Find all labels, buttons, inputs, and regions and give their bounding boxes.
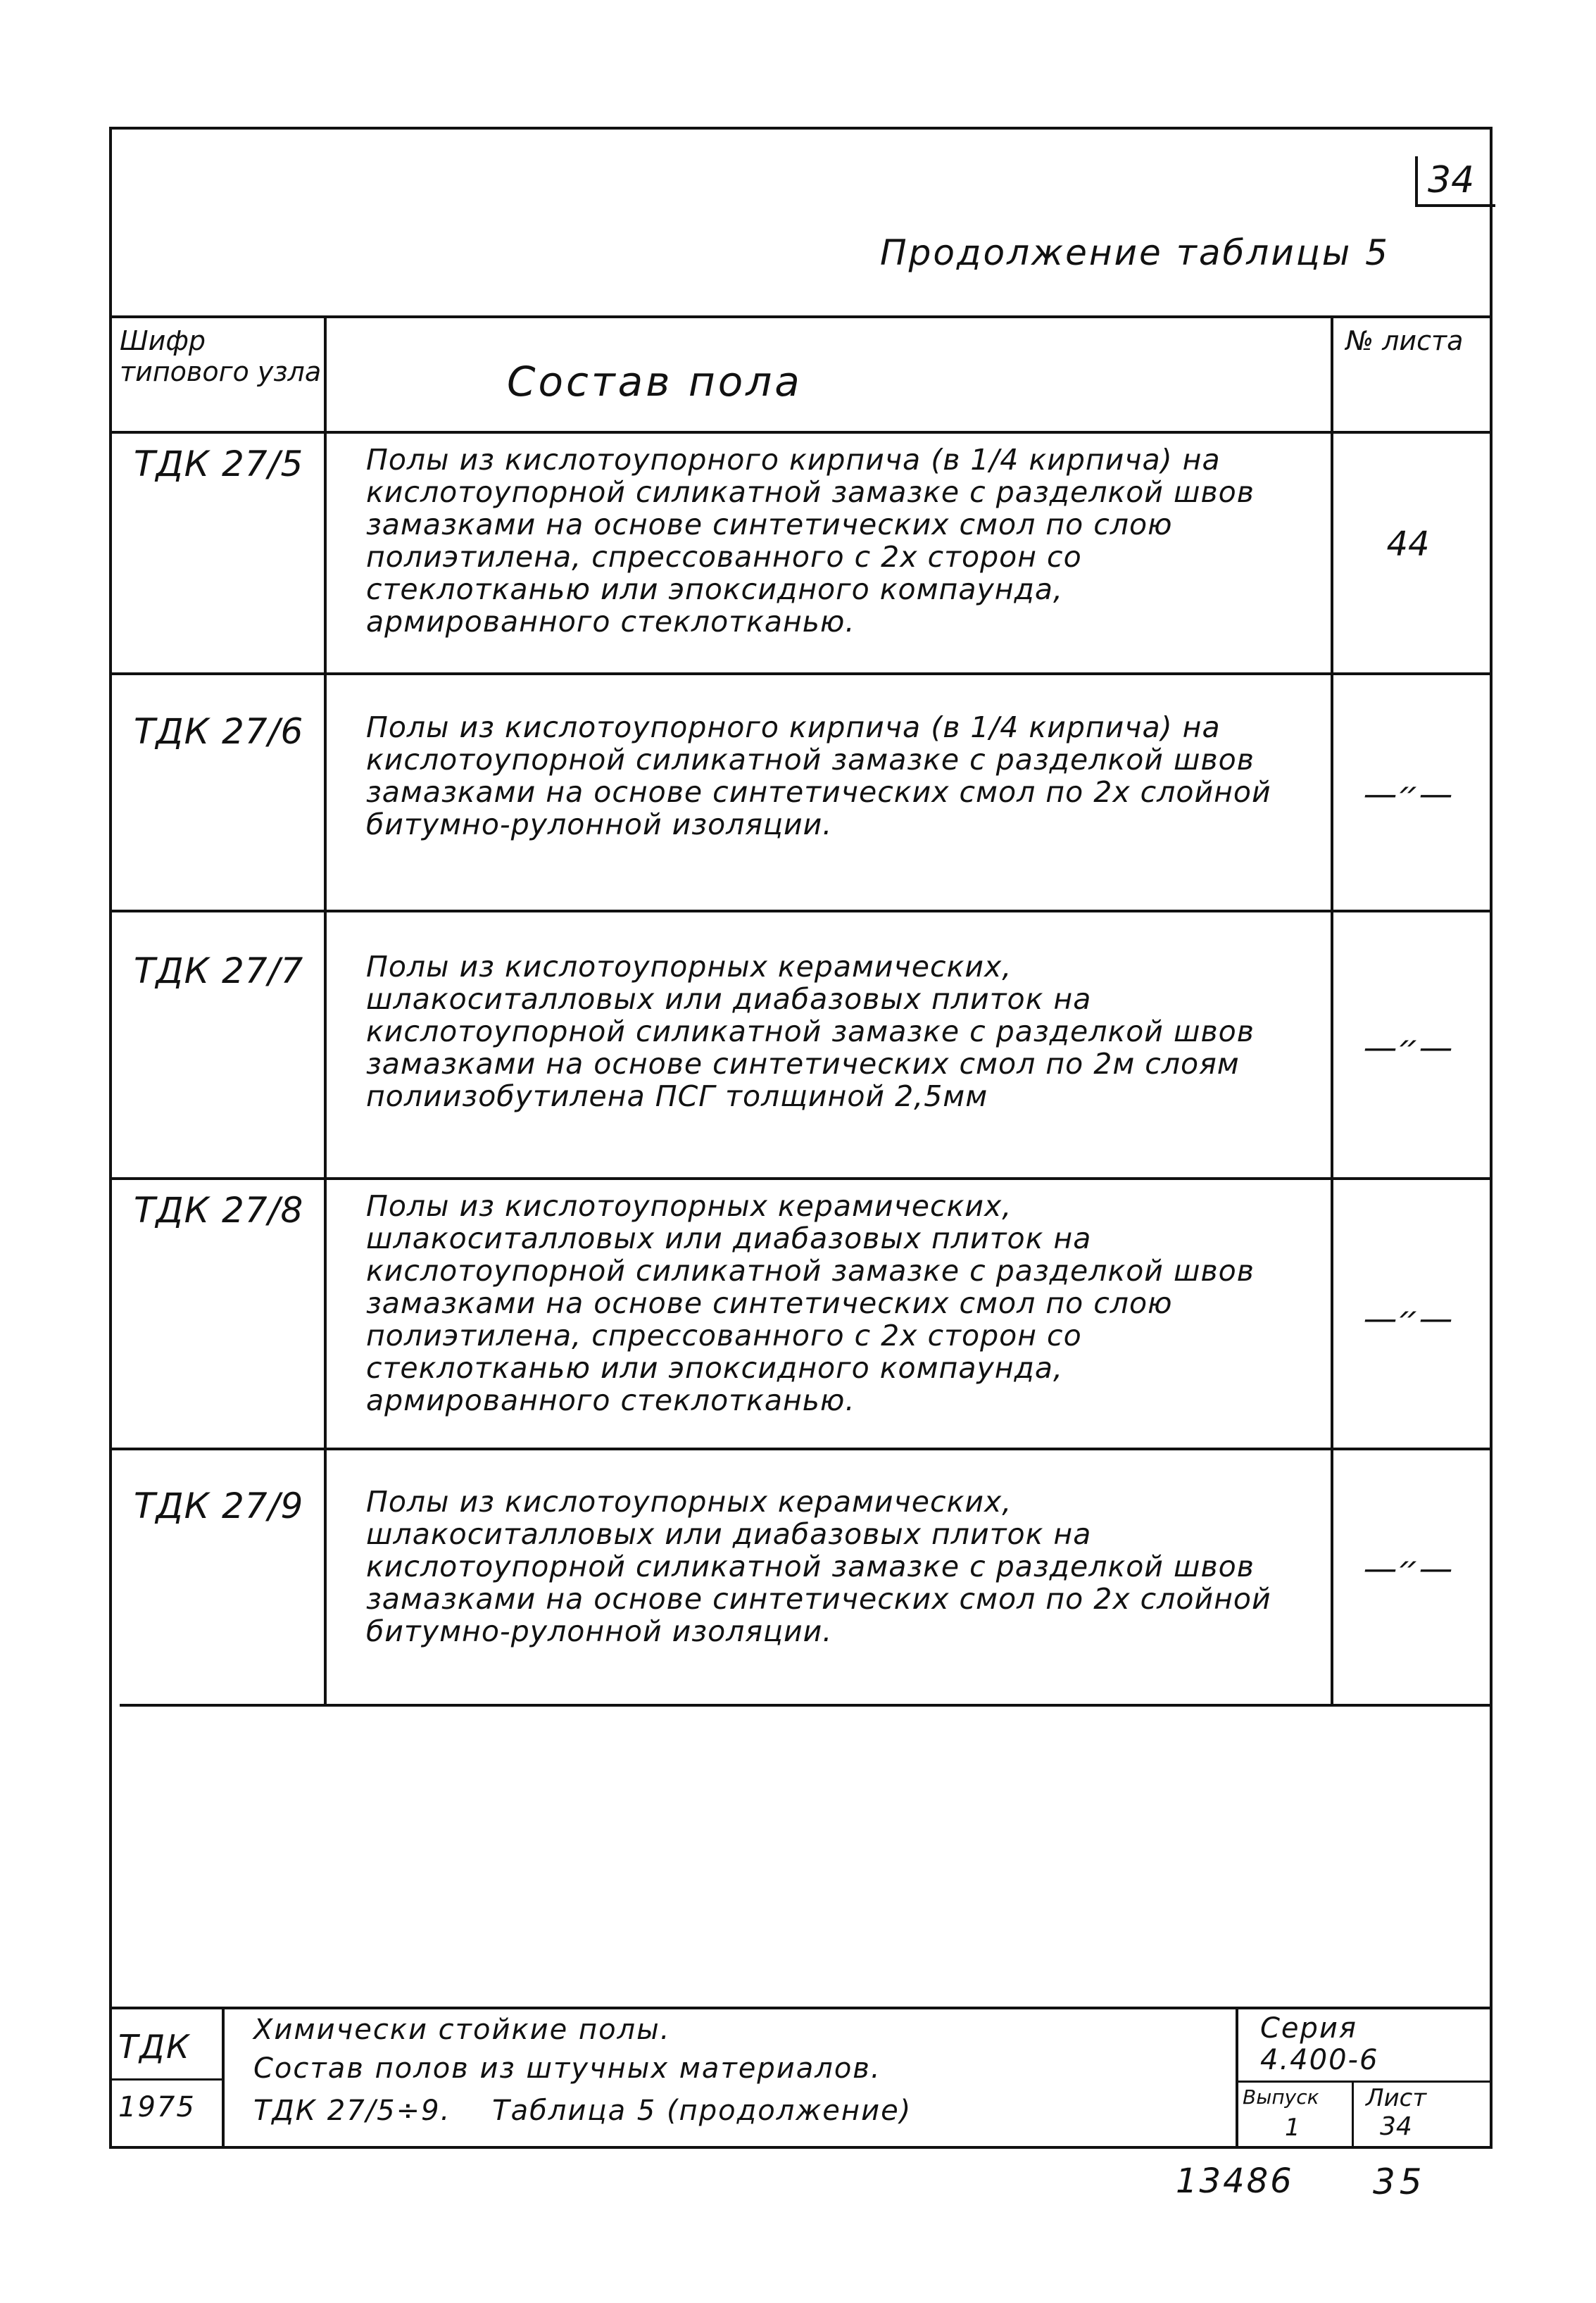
row-sheet: —״— [1363,1028,1453,1067]
row-rule-3 [109,1177,1493,1180]
row-composition: Полы из кислотоупорного кирпича (в 1/4 кирпича) на кислотоупорной силикатной замазке с разделкой швов замазками на основе синтетических смол по слою полиэтилена, спрессованного с 2х сторон со стеклотканью или эпоксидного компаунда, армированного стеклотканью. [366,443,1255,639]
titleblock-col-2 [1236,2007,1238,2147]
row-sheet: —״— [1363,774,1453,814]
page-number: 34 [1428,159,1475,201]
titleblock-issue-value: 1 [1285,2114,1300,2142]
archive-number: 13486 [1176,2161,1294,2201]
titleblock-sheet-value: 34 [1380,2112,1412,2141]
header-composition: Состав пола [507,358,803,406]
row-sheet: 44 [1386,525,1430,564]
row-code: ТДК 27/5 [134,444,304,484]
row-composition: Полы из кислотоупорных керамических, шлакоситалловых или диабазовых плиток на кислотоупорной силикатной замазке с разделкой швов замазками на основе синтетических смол по 2м слоям полиизобутилена ПСГ толщиной 2,5мм [366,950,1255,1113]
row-sheet: —״— [1363,1299,1453,1338]
footer-page-number: 35 [1373,2161,1426,2202]
titleblock-col-1 [222,2007,225,2147]
titleblock-mid-rule [109,2078,222,2081]
titleblock-title-line3: ТДК 27/5÷9. Таблица 5 (продолжение) [253,2095,912,2127]
titleblock-title-line2: Состав полов из штучных материалов. [253,2052,881,2085]
titleblock-title-line1: Химически стойкие полы. [253,2014,671,2046]
row-rule-2 [109,910,1493,912]
frame-top [109,127,1493,130]
titleblock-year: 1975 [118,2091,196,2123]
page-number-box [1415,156,1495,207]
row-composition: Полы из кислотоупорных керамических, шлакоситалловых или диабазовых плиток на кислотоупорной силикатной замазке с разделкой швов замазками на основе синтетических смол по 2х слойной битумно-рулонной изоляции. [366,1485,1271,1648]
continuation-title: Продолжение таблицы 5 [880,232,1390,273]
titleblock-issue-col [1352,2081,1354,2147]
row-code: ТДК 27/8 [134,1190,304,1231]
titleblock-sheet-label: Лист [1366,2084,1427,2112]
titleblock-series-label: Серия [1260,2012,1357,2045]
titleblock-series-rule [1236,2081,1493,2083]
row-composition: Полы из кислотоупорного кирпича (в 1/4 кирпича) на кислотоупорной силикатной замазке с разделкой швов замазками на основе синтетических смол по 2х слойной битумно-рулонной изоляции. [366,710,1271,841]
col-rule-2 [1331,315,1333,1706]
row-code: ТДК 27/6 [134,711,304,752]
frame-bottom [109,2146,1493,2149]
row-rule-4 [109,1448,1493,1450]
header-bottom-rule [109,431,1493,434]
row-code: ТДК 27/7 [134,950,304,991]
row-rule-1 [109,672,1493,675]
titleblock-issue-label: Выпуск [1243,2085,1319,2109]
titleblock-series-value: 4.400-6 [1260,2044,1379,2076]
col-rule-1 [324,315,327,1706]
header-code: Шифр типового узла [120,325,322,387]
titleblock-org: ТДК [118,2028,191,2066]
row-composition: Полы из кислотоупорных керамических, шлакоситалловых или диабазовых плиток на кислотоупорной силикатной замазке с разделкой швов замазками на основе синтетических смол по слою полиэтилена, спрессованного с 2х сторон со стеклотканью или эпоксидного компаунда, армированного стеклотканью. [366,1189,1255,1417]
row-code: ТДК 27/9 [134,1486,304,1526]
titleblock-top-rule [109,2007,1493,2009]
frame-right [1490,127,1493,2147]
header-sheet: № листа [1345,325,1464,356]
row-sheet: —״— [1363,1549,1453,1588]
table-top-rule [109,315,1493,318]
frame-left [109,127,112,2147]
